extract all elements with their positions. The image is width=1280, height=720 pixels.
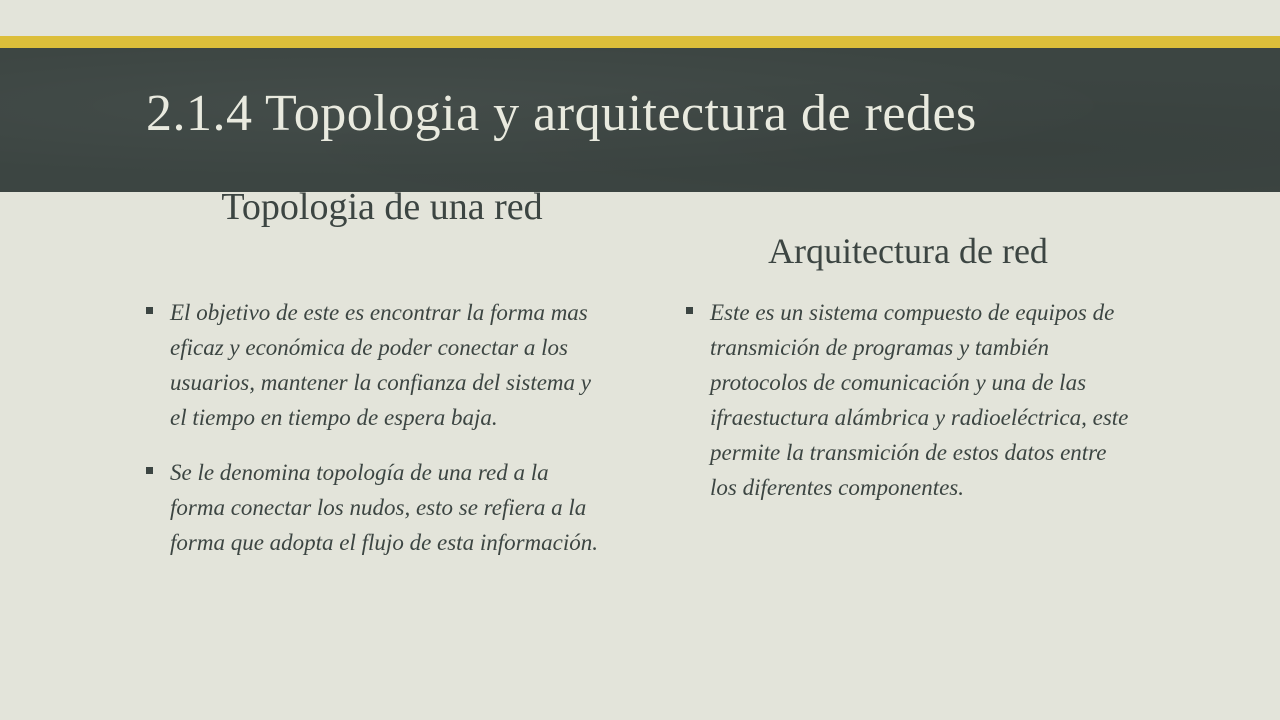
bullet-text: El objetivo de este es encontrar la forma mas eficaz y económica de poder conectar a los usuarios, mantener la confianza del sistema y el tiempo en tiempo de espera baja.: [170, 300, 591, 430]
topology-bullet-item: [146, 455, 606, 560]
architecture-heading: Arquitectura de red: [768, 231, 1048, 271]
architecture-bullet-list: [686, 295, 1136, 525]
square-bullet-icon: [146, 467, 153, 474]
bullet-text: Este es un sistema compuesto de equipos de transmición de programas y también protocolos de comunicación y una de las ifraestuctura alámbrica y radioeléctrica, este permite la transmición de estos datos entre los diferentes componentes.: [710, 300, 1129, 500]
bullet-text: Se le denomina topología de una red a la forma conectar los nudos, esto se refiera a la forma que adopta el flujo de esta información.: [170, 460, 599, 555]
architecture-bullet-item: [686, 295, 1136, 505]
topology-bullet-list: [146, 295, 606, 580]
square-bullet-icon: [686, 307, 693, 314]
accent-bar: [0, 36, 1280, 48]
topology-bullet-item: [146, 295, 606, 435]
square-bullet-icon: [146, 307, 153, 314]
slide-title: 2.1.4 Topologia y arquitectura de redes: [146, 85, 977, 142]
topology-heading: Topologia de una red: [221, 186, 543, 228]
top-strip: [0, 0, 1280, 36]
